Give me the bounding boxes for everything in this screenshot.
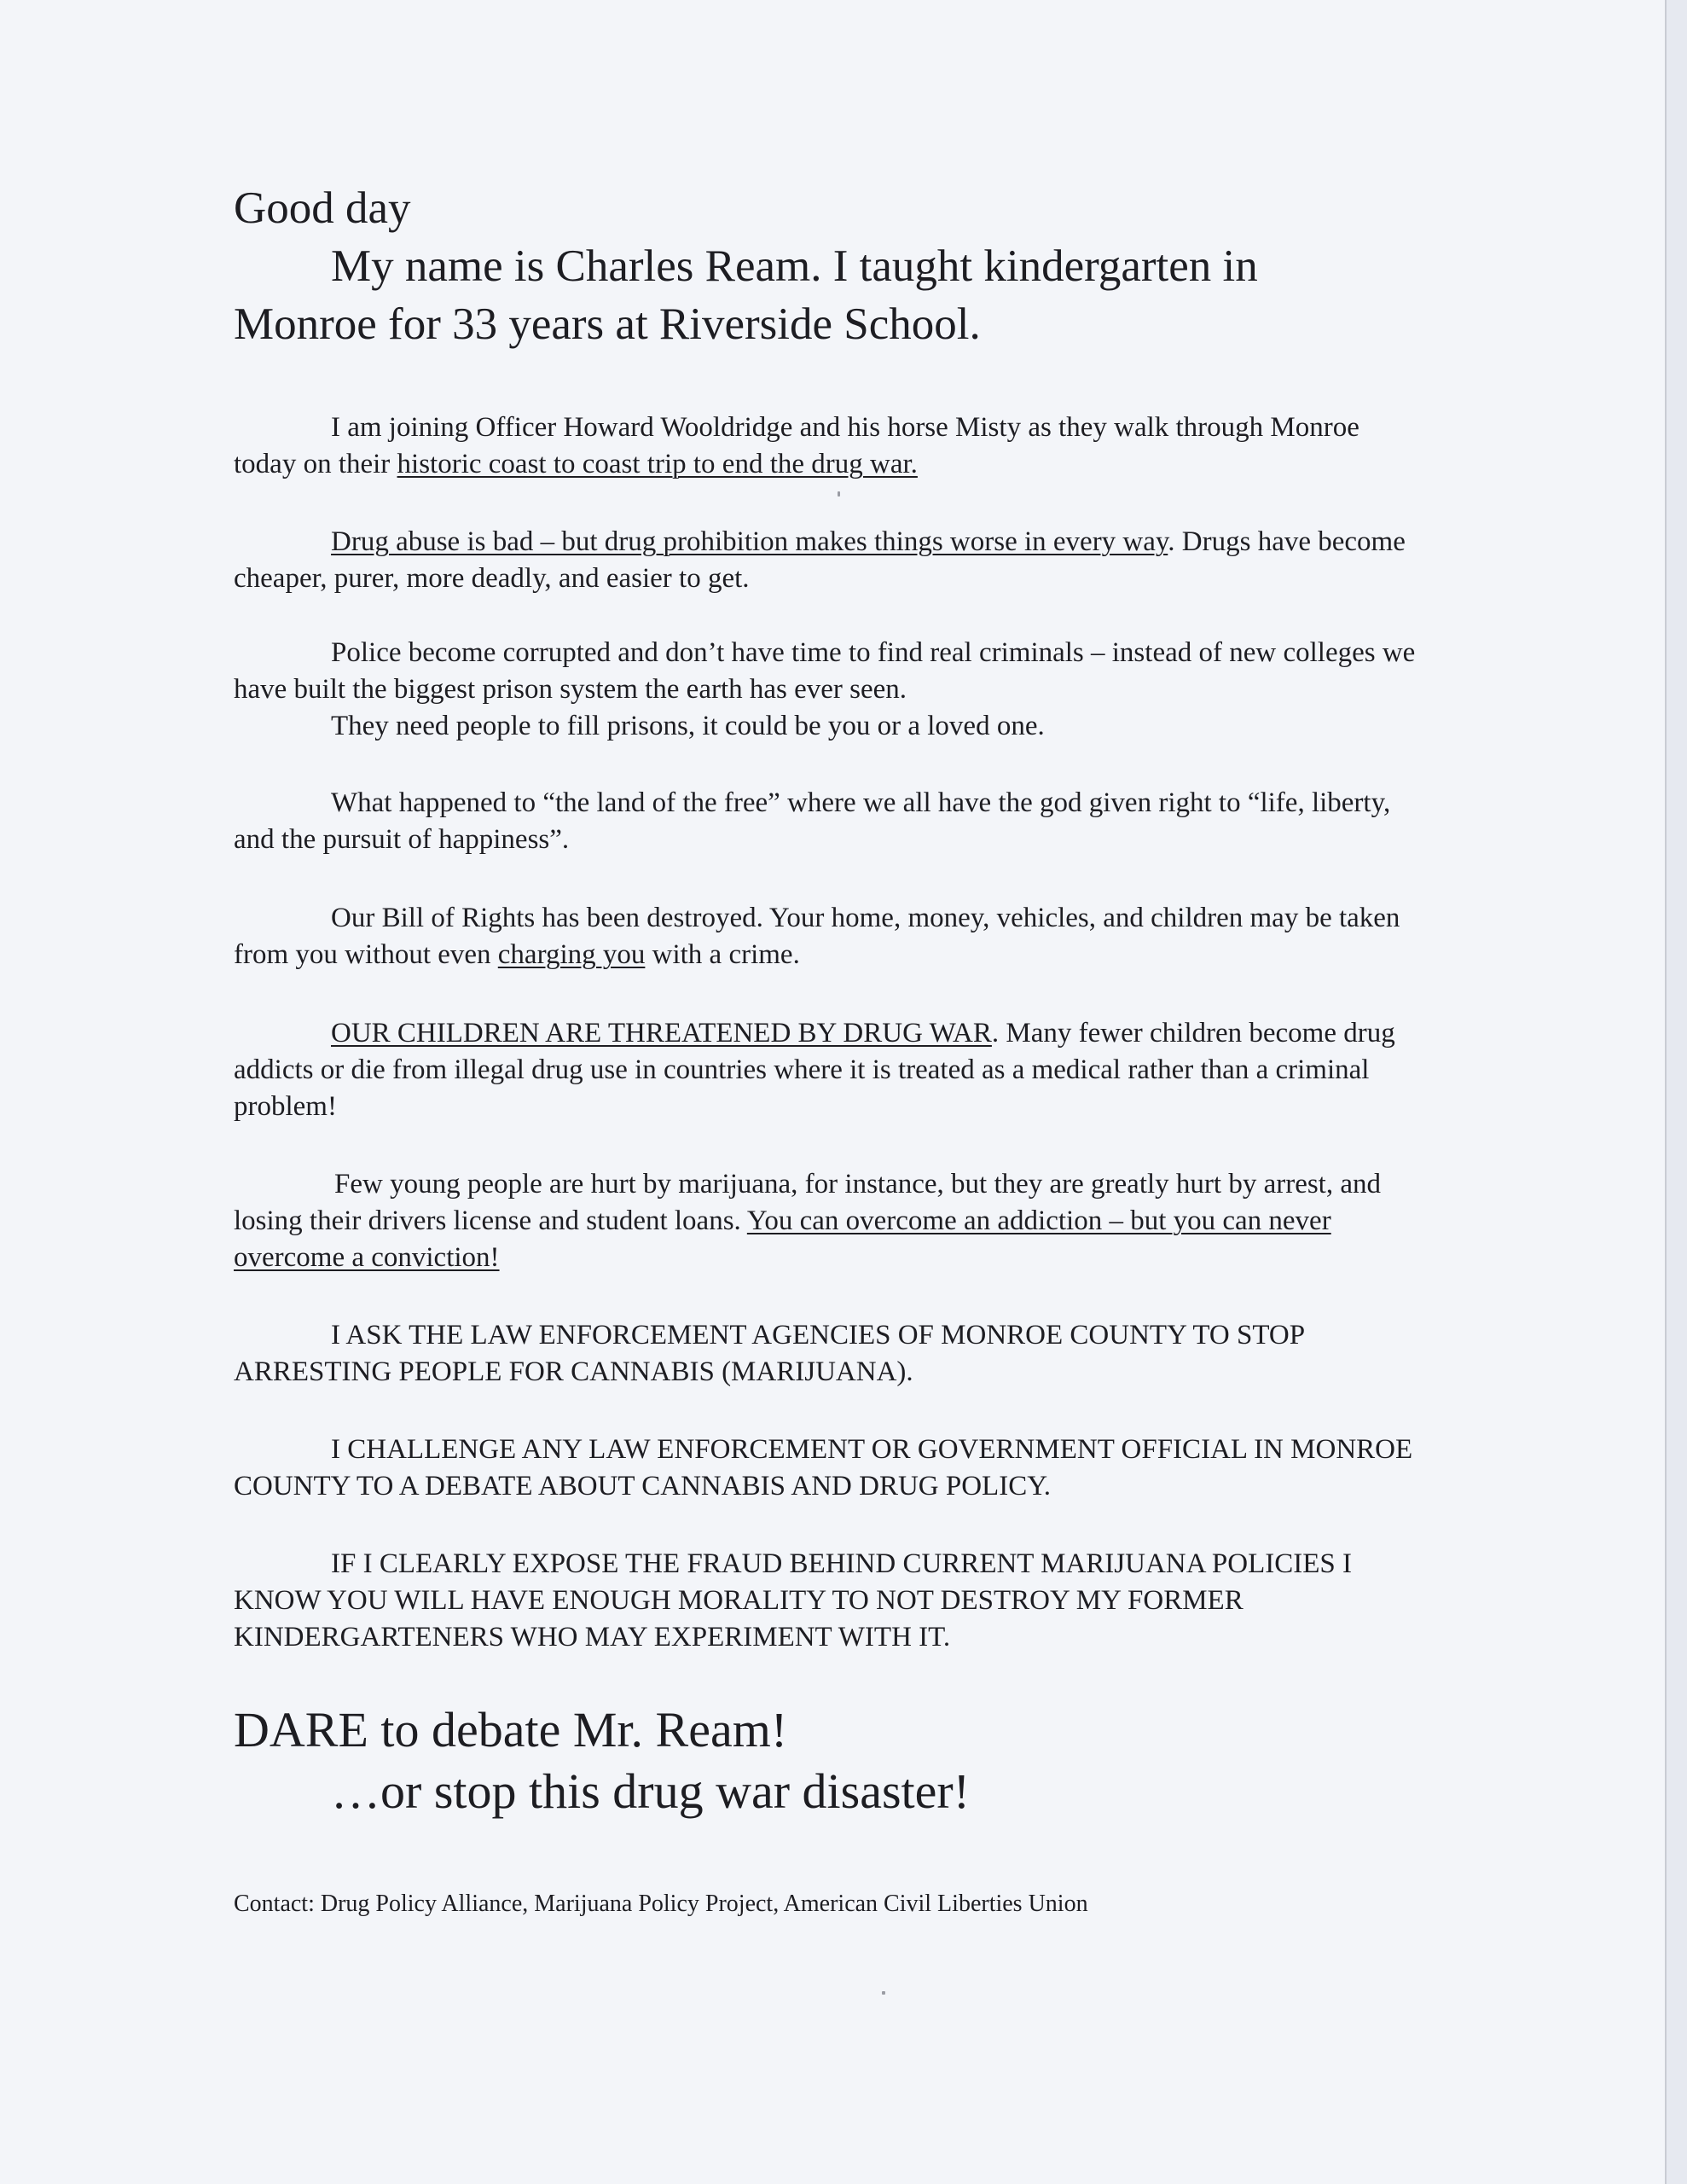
dare-line-1: DARE to debate Mr. Ream! — [234, 1702, 788, 1757]
paragraph-6-underlined: OUR CHILDREN ARE THREATENED BY DRUG WAR — [331, 1018, 992, 1048]
paragraph-5-text: Our Bill of Rights has been destroyed. Your home, money, vehicles, and children may be taken from you without even — [234, 903, 1400, 970]
paragraph-8: I ASK THE LAW ENFORCEMENT AGENCIES OF MONROE COUNTY TO STOP ARRESTING PEOPLE FOR CANNABIS (MARIJUANA). — [234, 1320, 1304, 1387]
paragraph-5 — [234, 900, 1428, 973]
paragraph-1-underlined: historic coast to coast trip to end the drug war. — [397, 449, 918, 479]
dare-heading — [234, 1699, 1428, 1822]
paragraph-2-text: . Drugs have become cheaper, purer, more deadly, and easier to get. — [234, 526, 1406, 594]
paragraph-1-text: I am joining Officer Howard Wooldridge and his horse Misty as they walk through Monroe today on their — [234, 412, 1359, 479]
contact-line: Contact: Drug Policy Alliance, Marijuana Policy Project, American Civil Liberties Union — [234, 1891, 1088, 1917]
paragraph-3 — [234, 635, 1428, 745]
intro-line-2: Monroe for 33 years at Riverside School. — [234, 299, 981, 349]
intro-line-1: My name is Charles Ream. I taught kindergarten in — [331, 241, 1258, 291]
paragraph-7-text: Few young people are hurt by marijuana, for instance, but they are greatly hurt by arrest, and losing their drivers license and student loans. — [234, 1169, 1381, 1236]
dare-line-2: …or stop this drug war disaster! — [331, 1763, 971, 1819]
greeting: Good day — [234, 183, 411, 233]
paragraph-6 — [234, 1015, 1428, 1125]
paragraph-3-line-2: They need people to fill prisons, it could be you or a loved one. — [331, 711, 1045, 741]
scan-speck — [882, 1991, 885, 1995]
paragraph-5-underlined: charging you — [497, 939, 646, 970]
paragraph-10: IF I CLEARLY EXPOSE THE FRAUD BEHIND CURRENT MARIJUANA POLICIES I KNOW YOU WILL HAVE ENOUGH MORALITY TO NOT DESTROY MY FORMER KINDERGARTENERS WHO MAY EXPERIMENT WITH IT. — [234, 1548, 1352, 1653]
paragraph-3-text: Police become corrupted and don’t have time to find real criminals – instead of new colleges we have built the biggest prison system the earth has ever seen. — [234, 637, 1416, 705]
paragraph-1 — [234, 410, 1428, 483]
scan-speck — [838, 491, 840, 497]
paragraph-5-end: with a crime. — [645, 939, 800, 970]
paragraph-9: I CHALLENGE ANY LAW ENFORCEMENT OR GOVERNMENT OFFICIAL IN MONROE COUNTY TO A DEBATE ABOUT CANNABIS AND DRUG POLICY. — [234, 1434, 1413, 1502]
paragraph-2 — [234, 524, 1428, 597]
paragraph-6-text: . Many fewer children become drug addicts or die from illegal drug use in countries where it is treated as a medical rather than a criminal problem! — [234, 1018, 1395, 1122]
paragraph-2-underlined: Drug abuse is bad – but drug prohibition makes things worse in every way — [331, 526, 1168, 557]
page-edge — [1665, 0, 1687, 2184]
intro-paragraph — [234, 237, 1428, 353]
paragraph-7 — [234, 1166, 1428, 1276]
paragraph-7-underlined: You can overcome an addiction – but you can never overcome a conviction! — [234, 1205, 1331, 1273]
paragraph-4: What happened to “the land of the free” where we all have the god given right to “life, liberty, and the pursuit of happiness”. — [234, 787, 1391, 855]
